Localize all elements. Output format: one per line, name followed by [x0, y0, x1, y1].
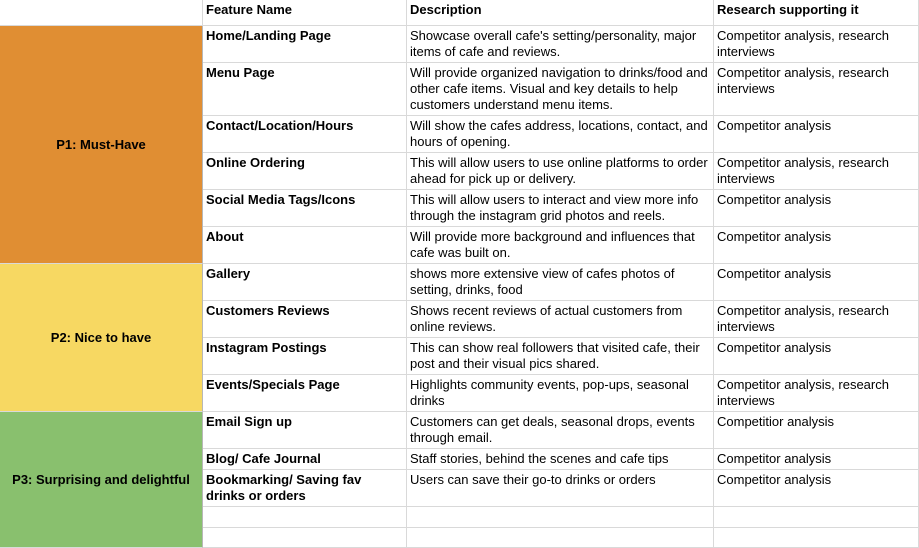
description-cell[interactable]: Highlights community events, pop-ups, seasonal drinks	[407, 375, 714, 412]
research-cell[interactable]	[714, 507, 919, 528]
feature-cell[interactable]: Online Ordering	[203, 153, 407, 190]
priority-p2-cell[interactable]	[0, 264, 203, 412]
research-cell[interactable]: Competitor analysis	[714, 190, 919, 227]
description-cell[interactable]: Will show the cafes address, locations, contact, and hours of opening.	[407, 116, 714, 153]
feature-cell[interactable]: Gallery	[203, 264, 407, 301]
feature-cell[interactable]	[203, 507, 407, 528]
feature-cell[interactable]: Home/Landing Page	[203, 26, 407, 63]
description-cell[interactable]	[407, 507, 714, 528]
description-cell[interactable]: This can show real followers that visited cafe, their post and their visual pics shared.	[407, 338, 714, 375]
research-cell[interactable]: Competitor analysis	[714, 338, 919, 375]
header-feature-name[interactable]: Feature Name	[203, 0, 407, 26]
description-cell[interactable]: shows more extensive view of cafes photos of setting, drinks, food	[407, 264, 714, 301]
research-cell[interactable]: Competitior analysis	[714, 412, 919, 449]
description-cell[interactable]: Customers can get deals, seasonal drops, events through email.	[407, 412, 714, 449]
priority-p1-label: P1: Must-Have	[56, 136, 146, 152]
research-cell[interactable]: Competitor analysis	[714, 449, 919, 470]
feature-cell[interactable]: Instagram Postings	[203, 338, 407, 375]
feature-cell[interactable]: Email Sign up	[203, 412, 407, 449]
description-cell[interactable]	[407, 528, 714, 548]
research-cell[interactable]: Competitor analysis, research interviews	[714, 26, 919, 63]
description-cell[interactable]: Showcase overall cafe's setting/personality, major items of cafe and reviews.	[407, 26, 714, 63]
research-cell[interactable]: Competitor analysis	[714, 470, 919, 507]
research-cell[interactable]: Competitor analysis, research interviews	[714, 63, 919, 116]
description-cell[interactable]: Users can save their go-to drinks or orders	[407, 470, 714, 507]
priority-p2-label: P2: Nice to have	[50, 329, 152, 345]
priority-p1-cell[interactable]	[0, 26, 203, 264]
feature-cell[interactable]: Menu Page	[203, 63, 407, 116]
header-research[interactable]: Research supporting it	[714, 0, 919, 26]
feature-cell[interactable]: Bookmarking/ Saving fav drinks or orders	[203, 470, 407, 507]
feature-cell[interactable]: Contact/Location/Hours	[203, 116, 407, 153]
header-description[interactable]: Description	[407, 0, 714, 26]
description-cell[interactable]: This will allow users to interact and view more info through the instagram grid photos and reels.	[407, 190, 714, 227]
research-cell[interactable]: Competitor analysis, research interviews	[714, 153, 919, 190]
research-cell[interactable]: Competitor analysis	[714, 227, 919, 264]
header-corner-cell[interactable]	[0, 0, 203, 26]
description-cell[interactable]: This will allow users to use online platforms to order ahead for pick up or delivery.	[407, 153, 714, 190]
feature-cell[interactable]	[203, 528, 407, 548]
research-cell[interactable]: Competitor analysis, research interviews	[714, 375, 919, 412]
research-cell[interactable]: Competitor analysis	[714, 264, 919, 301]
feature-cell[interactable]: Customers Reviews	[203, 301, 407, 338]
description-cell[interactable]: Staff stories, behind the scenes and cafe tips	[407, 449, 714, 470]
research-cell[interactable]	[714, 528, 919, 548]
feature-cell[interactable]: Social Media Tags/Icons	[203, 190, 407, 227]
feature-cell[interactable]: Blog/ Cafe Journal	[203, 449, 407, 470]
description-cell[interactable]: Will provide more background and influences that cafe was built on.	[407, 227, 714, 264]
research-cell[interactable]: Competitor analysis, research interviews	[714, 301, 919, 338]
research-cell[interactable]: Competitor analysis	[714, 116, 919, 153]
priority-p3-cell[interactable]	[0, 412, 203, 548]
feature-cell[interactable]: About	[203, 227, 407, 264]
description-cell[interactable]: Will provide organized navigation to drinks/food and other cafe items. Visual and key details to help customers understand menu items.	[407, 63, 714, 116]
feature-cell[interactable]: Events/Specials Page	[203, 375, 407, 412]
priority-p3-label: P3: Surprising and delightful	[12, 471, 190, 487]
description-cell[interactable]: Shows recent reviews of actual customers from online reviews.	[407, 301, 714, 338]
